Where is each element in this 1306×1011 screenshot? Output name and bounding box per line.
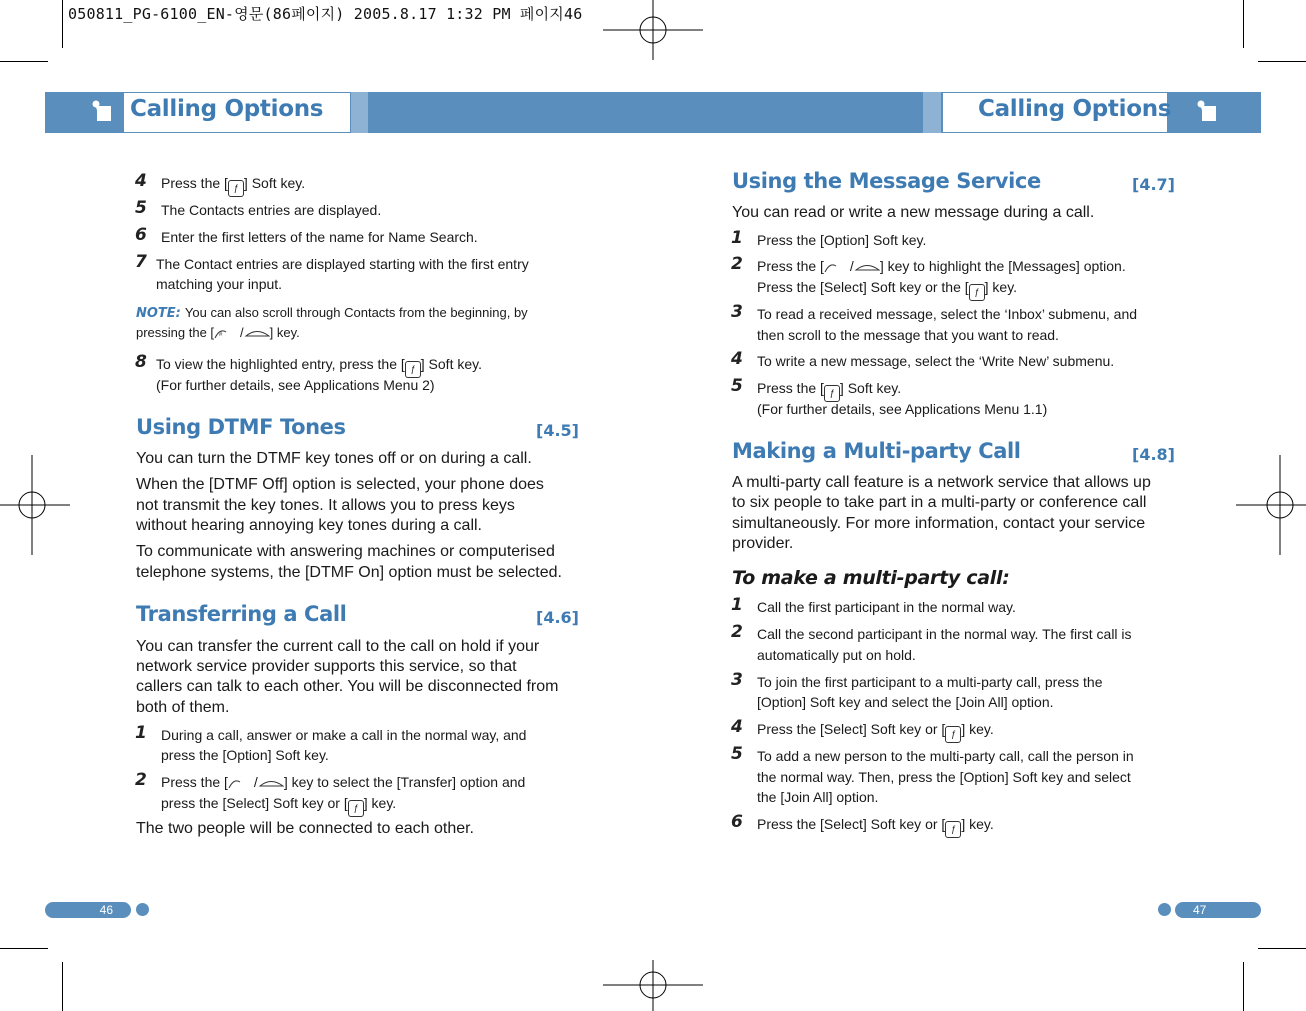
note-text: pressing the [ — [136, 325, 215, 340]
step-text-part: ] key. — [961, 816, 994, 832]
note — [136, 303, 528, 325]
ok-key-icon: ƒ — [824, 385, 840, 402]
step-number: 4 — [731, 349, 743, 369]
step-text: During a call, answer or make a call in the normal way, and — [161, 727, 527, 743]
step-text-part: Press the [Select] Soft key or the [ — [757, 279, 969, 295]
section-ref: [4.7] — [1132, 175, 1175, 194]
step-text-part: Press the [ — [161, 774, 228, 790]
page-number-text: 47 — [1193, 903, 1207, 917]
section-title-multiparty: Making a Multi-party Call — [732, 439, 1021, 463]
paragraph: To communicate with answering machines or computerised — [136, 543, 555, 560]
step-number: 4 — [135, 171, 147, 191]
paragraph: to six people to take part in a multi-party or conference call — [732, 494, 1147, 511]
step-text-part: ] key to select the [Transfer] option and — [283, 774, 526, 790]
paragraph: When the [DTMF Off] option is selected, your phone does — [136, 476, 544, 493]
step-text: [Option] Soft key and select the [Join All] option. — [757, 694, 1054, 710]
paragraph: provider. — [732, 535, 794, 552]
section-ref: [4.6] — [536, 608, 579, 627]
step-text: To read a received message, select the ‘Inbox’ submenu, and — [757, 306, 1138, 322]
note-text: ] key. — [269, 325, 300, 340]
header-bar-left-light — [350, 92, 368, 133]
nav-key-icon — [214, 326, 240, 339]
step-text: Call the second participant in the normal way. The first call is — [757, 626, 1132, 642]
header-bar-right-light — [923, 92, 941, 133]
ok-key-icon: ƒ — [945, 726, 961, 743]
paragraph: You can read or write a new message during a call. — [732, 204, 1095, 221]
step-text-part: Press the [Select] Soft key or [ — [757, 816, 946, 832]
step-text: press the [Option] Soft key. — [161, 747, 329, 763]
step-text-part: Press the [Select] Soft key or [ — [757, 721, 946, 737]
step-text — [757, 277, 1017, 301]
section-title-message: Using the Message Service — [732, 169, 1041, 193]
step-text: Press the [ / ] key to select the [Transfer] option and — [161, 774, 526, 790]
step-number: 4 — [731, 717, 743, 737]
paragraph: both of them. — [136, 699, 230, 716]
paragraph: The two people will be connected to each other. — [136, 820, 474, 837]
page-number-text: 46 — [99, 903, 113, 917]
ok-key-icon: ƒ — [405, 361, 421, 378]
step-text: matching your input. — [156, 276, 283, 292]
step-text: (For further details, see Applications Menu 1.1) — [757, 401, 1048, 417]
step-number: 5 — [731, 744, 743, 764]
step-number: 2 — [731, 254, 743, 274]
paragraph: without hearing annoying key tones during a call. — [136, 517, 482, 534]
step-number: 2 — [135, 770, 147, 790]
svg-text:#: # — [219, 332, 223, 338]
step-text: Call the first participant in the normal way. — [757, 599, 1016, 615]
nav-key-icon — [244, 326, 270, 339]
phone-icon — [92, 100, 112, 122]
step-number: 6 — [135, 225, 147, 245]
step-text-part: press the [Select] Soft key or [ — [161, 795, 348, 811]
note-line2: pressing the [ # / ] key. — [136, 325, 300, 340]
step-text — [161, 173, 305, 197]
section-title-transfer: Transferring a Call — [136, 602, 347, 626]
step-number: 7 — [135, 252, 147, 272]
header-bar-middle — [368, 92, 923, 133]
step-text: automatically put on hold. — [757, 647, 916, 663]
step-number: 8 — [135, 352, 147, 372]
nav-key-icon — [228, 776, 254, 789]
step-text-part: ] key. — [363, 795, 397, 811]
section-ref: [4.8] — [1132, 445, 1175, 464]
step-text: To add a new person to the multi-party call, call the person in — [757, 748, 1134, 764]
step-text-part: ] key. — [961, 721, 994, 737]
step-text-part: Press the [ — [757, 258, 824, 274]
step-text: then scroll to the message that you want to read. — [757, 327, 1059, 343]
footer-dot — [136, 903, 149, 916]
step-text-part: Press the [ — [161, 175, 228, 191]
step-text — [757, 814, 994, 838]
step-number: 1 — [731, 595, 743, 615]
footer-dot — [1158, 903, 1171, 916]
step-text-part: ] key to highlight the [Messages] option. — [879, 258, 1126, 274]
paragraph: network service provider supports this service, so that — [136, 658, 517, 675]
step-text: To write a new message, select the ‘Write New’ submenu. — [757, 353, 1115, 369]
step-text: The Contacts entries are displayed. — [161, 202, 382, 218]
step-number: 1 — [731, 228, 743, 248]
ok-key-icon: ƒ — [228, 180, 244, 197]
paragraph: not transmit the key tones. It allows you to press keys — [136, 497, 515, 514]
section-ref: [4.5] — [536, 421, 579, 440]
ok-key-icon: ƒ — [348, 800, 364, 817]
step-text: To join the first participant to a multi-party call, press the — [757, 674, 1103, 690]
nav-key-icon — [824, 260, 850, 273]
note-label: NOTE: — [136, 306, 181, 321]
paragraph: You can transfer the current call to the call on hold if your — [136, 638, 540, 655]
phone-icon — [1197, 100, 1217, 122]
step-text: (For further details, see Applications Menu 2) — [156, 377, 435, 393]
paragraph: simultaneously. For more information, contact your service — [732, 515, 1146, 532]
page-number-right — [1175, 902, 1261, 918]
step-text-part: To view the highlighted entry, press the [ — [156, 356, 405, 372]
step-text-part: ] key. — [984, 279, 1018, 295]
ok-key-icon: ƒ — [969, 284, 985, 301]
step-text: The Contact entries are displayed starting with the first entry — [156, 256, 529, 272]
step-text-part: ] Soft key. — [420, 356, 482, 372]
step-text — [757, 719, 994, 743]
paragraph: You can turn the DTMF key tones off or on during a call. — [136, 450, 532, 467]
nav-key-icon — [854, 260, 880, 273]
paragraph: A multi-party call feature is a network service that allows up — [732, 474, 1151, 491]
step-text-part: Press the [ — [757, 380, 824, 396]
step-number: 5 — [731, 376, 743, 396]
step-number: 1 — [135, 723, 147, 743]
paragraph: callers can talk to each other. You will be disconnected from — [136, 678, 559, 695]
step-text: Enter the first letters of the name for Name Search. — [161, 229, 478, 245]
print-slug: 050811_PG-6100_EN-영문(86페이지) 2005.8.17 1:32 PM 페이지46 — [68, 5, 583, 23]
subheading: To make a multi-party call: — [732, 567, 1010, 589]
page-title-right: Calling Options — [978, 96, 1172, 122]
page-title-left: Calling Options — [130, 96, 324, 122]
step-text-part: ] Soft key. — [839, 380, 902, 396]
step-number: 6 — [731, 812, 743, 832]
step-text — [161, 793, 396, 817]
step-number: 3 — [731, 670, 743, 690]
page-number-left — [45, 902, 131, 918]
step-text: Press the [Option] Soft key. — [757, 232, 927, 248]
step-number: 3 — [731, 302, 743, 322]
step-text-part: ] Soft key. — [243, 175, 306, 191]
step-text: the normal way. Then, press the [Option] Soft key and select — [757, 769, 1131, 785]
step-text: Press the [ / ] key to highlight the [Messages] option. — [757, 258, 1126, 274]
note-text: You can also scroll through Contacts from the beginning, by — [184, 305, 528, 320]
nav-key-icon — [258, 776, 284, 789]
paragraph: telephone systems, the [DTMF On] option must be selected. — [136, 564, 562, 581]
ok-key-icon: ƒ — [945, 821, 961, 838]
section-title-dtmf: Using DTMF Tones — [136, 415, 346, 439]
step-number: 2 — [731, 622, 743, 642]
step-text: the [Join All] option. — [757, 789, 879, 805]
step-number: 5 — [135, 198, 147, 218]
